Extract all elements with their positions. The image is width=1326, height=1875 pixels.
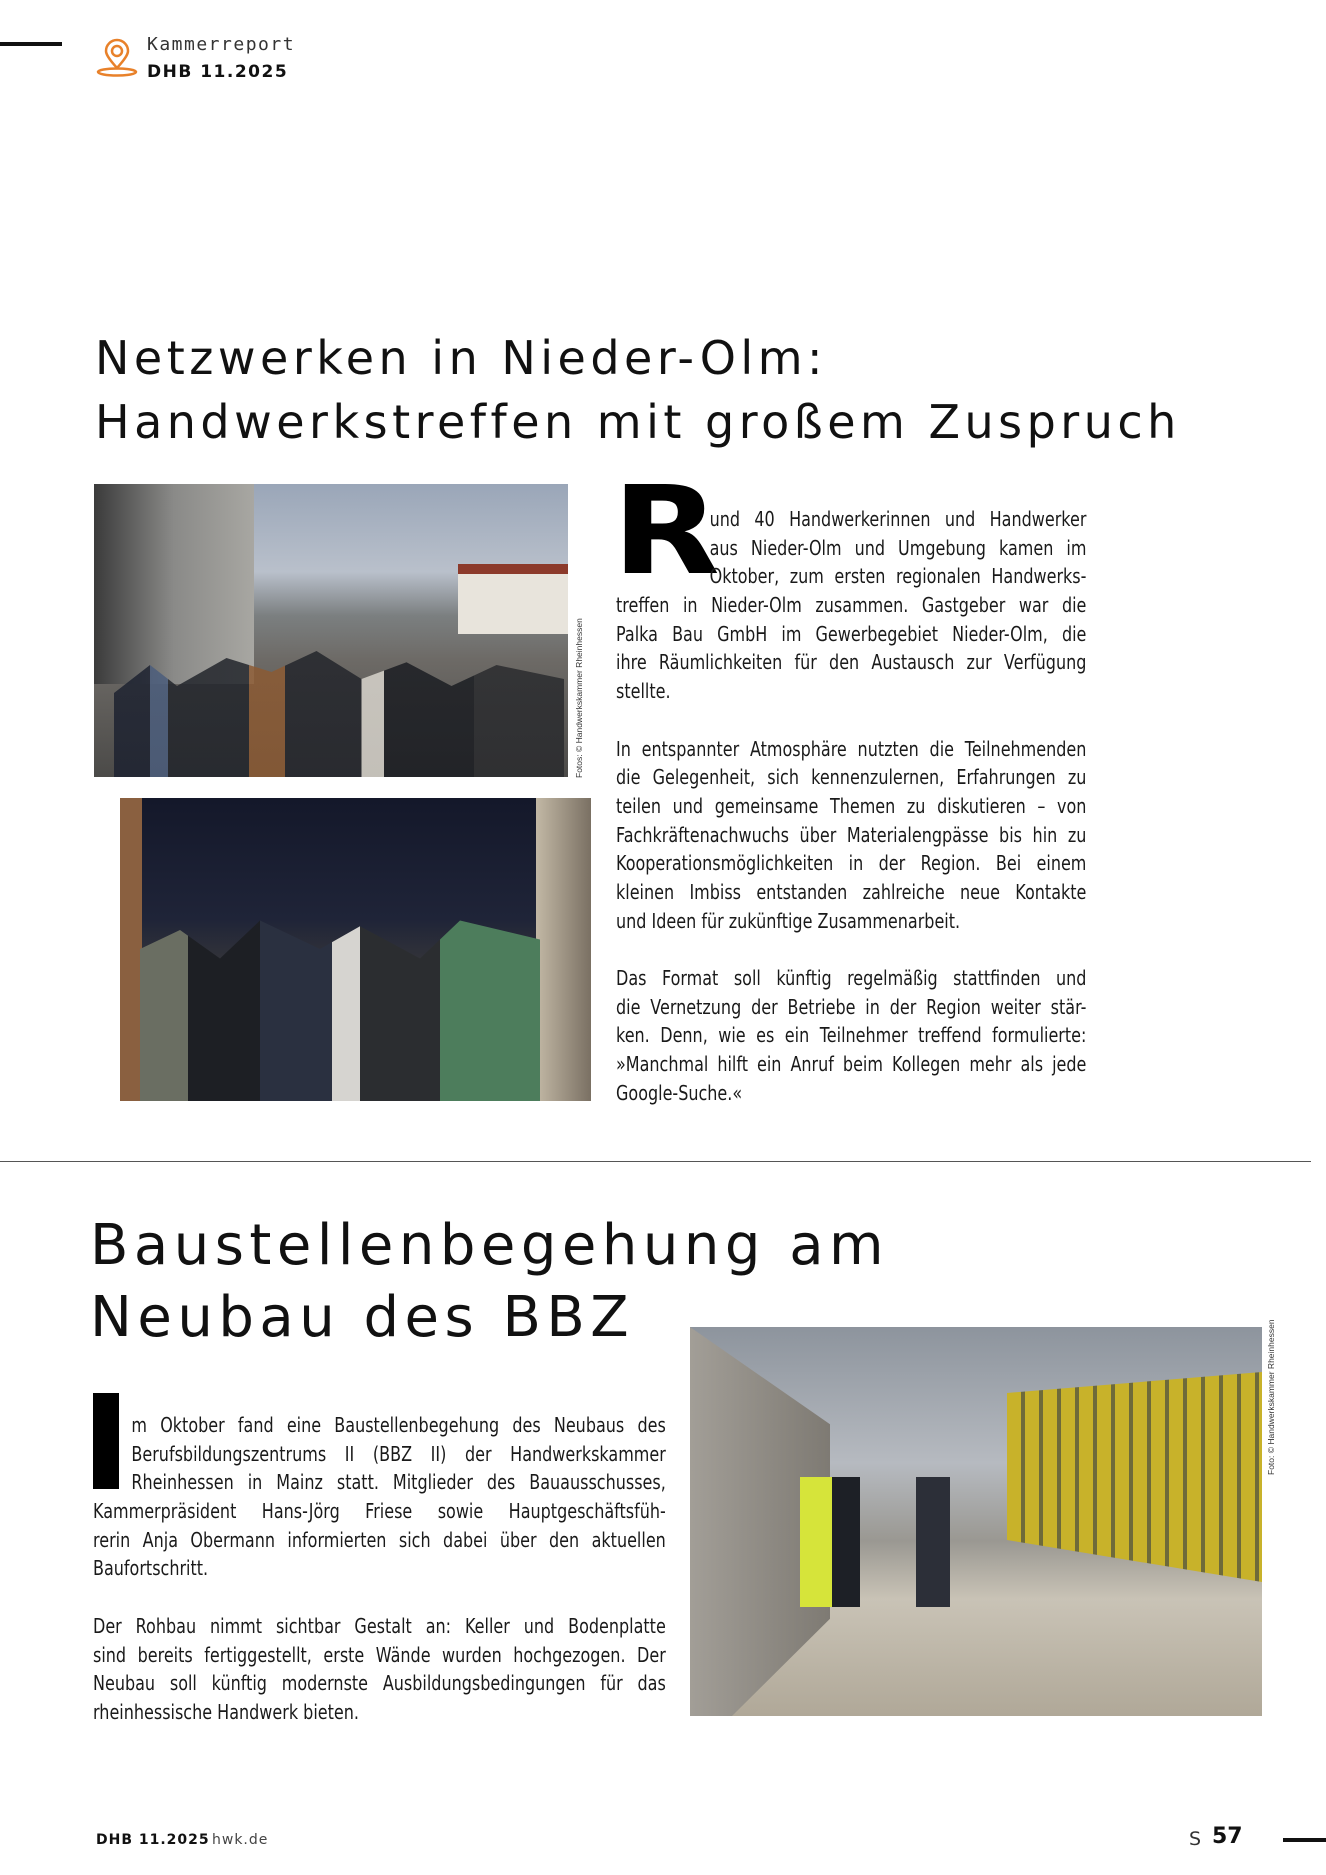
body-line: Kooperationsmöglichkeiten in der Region. Bei einem	[616, 851, 1087, 876]
body-line: m Oktober fand eine Baustellenbegehung des Neubaus des	[131, 1413, 666, 1437]
section-label: Kammerreport	[147, 34, 296, 55]
body-line: kleinen Imbiss entstanden zahlreiche neue Kontakte	[616, 879, 1087, 904]
body-line: ken. Denn, wie es ein Teilnehmer treffend formulierte:	[616, 1023, 1087, 1048]
body-line: die Gelegenheit, sich kennenzulernen, Erfahrungen zu	[616, 765, 1087, 790]
title-line: Handwerkstreffen mit großem Zuspruch	[95, 395, 1181, 449]
footer-issue: DHB 11.2025	[96, 1832, 210, 1848]
body-line: ihre Räumlichkeiten für den Austausch zur Verfügung	[616, 650, 1087, 675]
body-line: die Vernetzung der Betriebe in der Region weiter stär-	[616, 994, 1087, 1019]
location-pin-icon	[96, 38, 138, 80]
title-line: Baustellenbegehung am	[90, 1213, 890, 1278]
body-line: Google-Suche.«	[616, 1080, 743, 1105]
body-line: Fachkräftenachwuchs über Materialengpässe bis hin zu	[616, 822, 1087, 847]
body-line: Neubau soll künftig modernste Ausbildungsbedingungen für das	[93, 1671, 666, 1696]
section-divider	[0, 1161, 1311, 1162]
body-line: sind bereits fertiggestellt, erste Wände wurden hochgezogen. Der	[93, 1642, 666, 1667]
footer-site-link[interactable]: hwk.de	[212, 1832, 269, 1848]
photo-credit: Fotos: © Handwerkskammer Rheinhessen	[574, 618, 584, 778]
body-line: In entspannter Atmosphäre nutzten die Teilnehmenden	[616, 736, 1087, 761]
body-line: rerin Anja Obermann informierten sich dabei über den aktuellen	[93, 1527, 666, 1552]
body-line: Palka Bau GmbH im Gewerbegebiet Nieder-Olm, die	[616, 621, 1087, 646]
body-line: treffen in Nieder-Olm zusammen. Gastgeber war die	[616, 593, 1087, 618]
header-rule	[0, 42, 62, 46]
page-number: 57	[1212, 1824, 1243, 1849]
body-line: Der Rohbau nimmt sichtbar Gestalt an: Keller und Bodenplatte	[93, 1613, 666, 1638]
title-line: Netzwerken in Nieder-Olm:	[95, 331, 827, 385]
body-line: »Manchmal hilft ein Anruf beim Kollegen mehr als jede	[616, 1052, 1087, 1077]
photo-meeting-evening	[120, 798, 591, 1101]
body-line: Rheinhessen in Mainz statt. Mitglieder des Bauausschusses,	[131, 1470, 666, 1495]
photo-meeting-daytime	[94, 484, 568, 777]
article2-body	[93, 1411, 666, 1727]
photo-credit: Foto: © Handwerkskammer Rheinhessen	[1266, 1319, 1276, 1475]
paragraph-gap	[616, 935, 1086, 964]
drop-cap: R	[612, 460, 721, 602]
body-line: Berufsbildungszentrums II (BBZ II) der Handwerkskammer	[131, 1441, 666, 1466]
body-line: teilen und gemeinsame Themen zu diskutieren – von	[616, 793, 1087, 818]
body-line: Baufortschritt.	[93, 1556, 209, 1581]
body-line: und Ideen für zukünftige Zusammenarbeit.	[616, 908, 961, 933]
body-line: Kammerpräsident Hans-Jörg Friese sowie Hauptgeschäftsfüh-	[93, 1499, 666, 1524]
body-line: und 40 Handwerkerinnen und Handwerker	[709, 507, 1087, 531]
photo-construction-site	[690, 1327, 1262, 1716]
body-line: aus Nieder-Olm und Umgebung kamen im	[709, 535, 1087, 560]
article1-body	[616, 505, 1086, 1107]
page-prefix: S	[1189, 1828, 1202, 1850]
body-line: rheinhessische Handwerk bieten.	[93, 1699, 359, 1724]
body-line: stellte.	[616, 679, 671, 704]
article1-title	[95, 326, 1181, 454]
paragraph-gap	[93, 1583, 666, 1612]
body-line: Oktober, zum ersten regionalen Handwerks-	[709, 564, 1087, 589]
paragraph-gap	[616, 706, 1086, 735]
footer-rule	[1283, 1838, 1326, 1842]
title-line: Neubau des BBZ	[90, 1285, 635, 1350]
body-line: Das Format soll künftig regelmäßig stattfinden und	[616, 966, 1087, 990]
issue-label: DHB 11.2025	[147, 62, 289, 82]
